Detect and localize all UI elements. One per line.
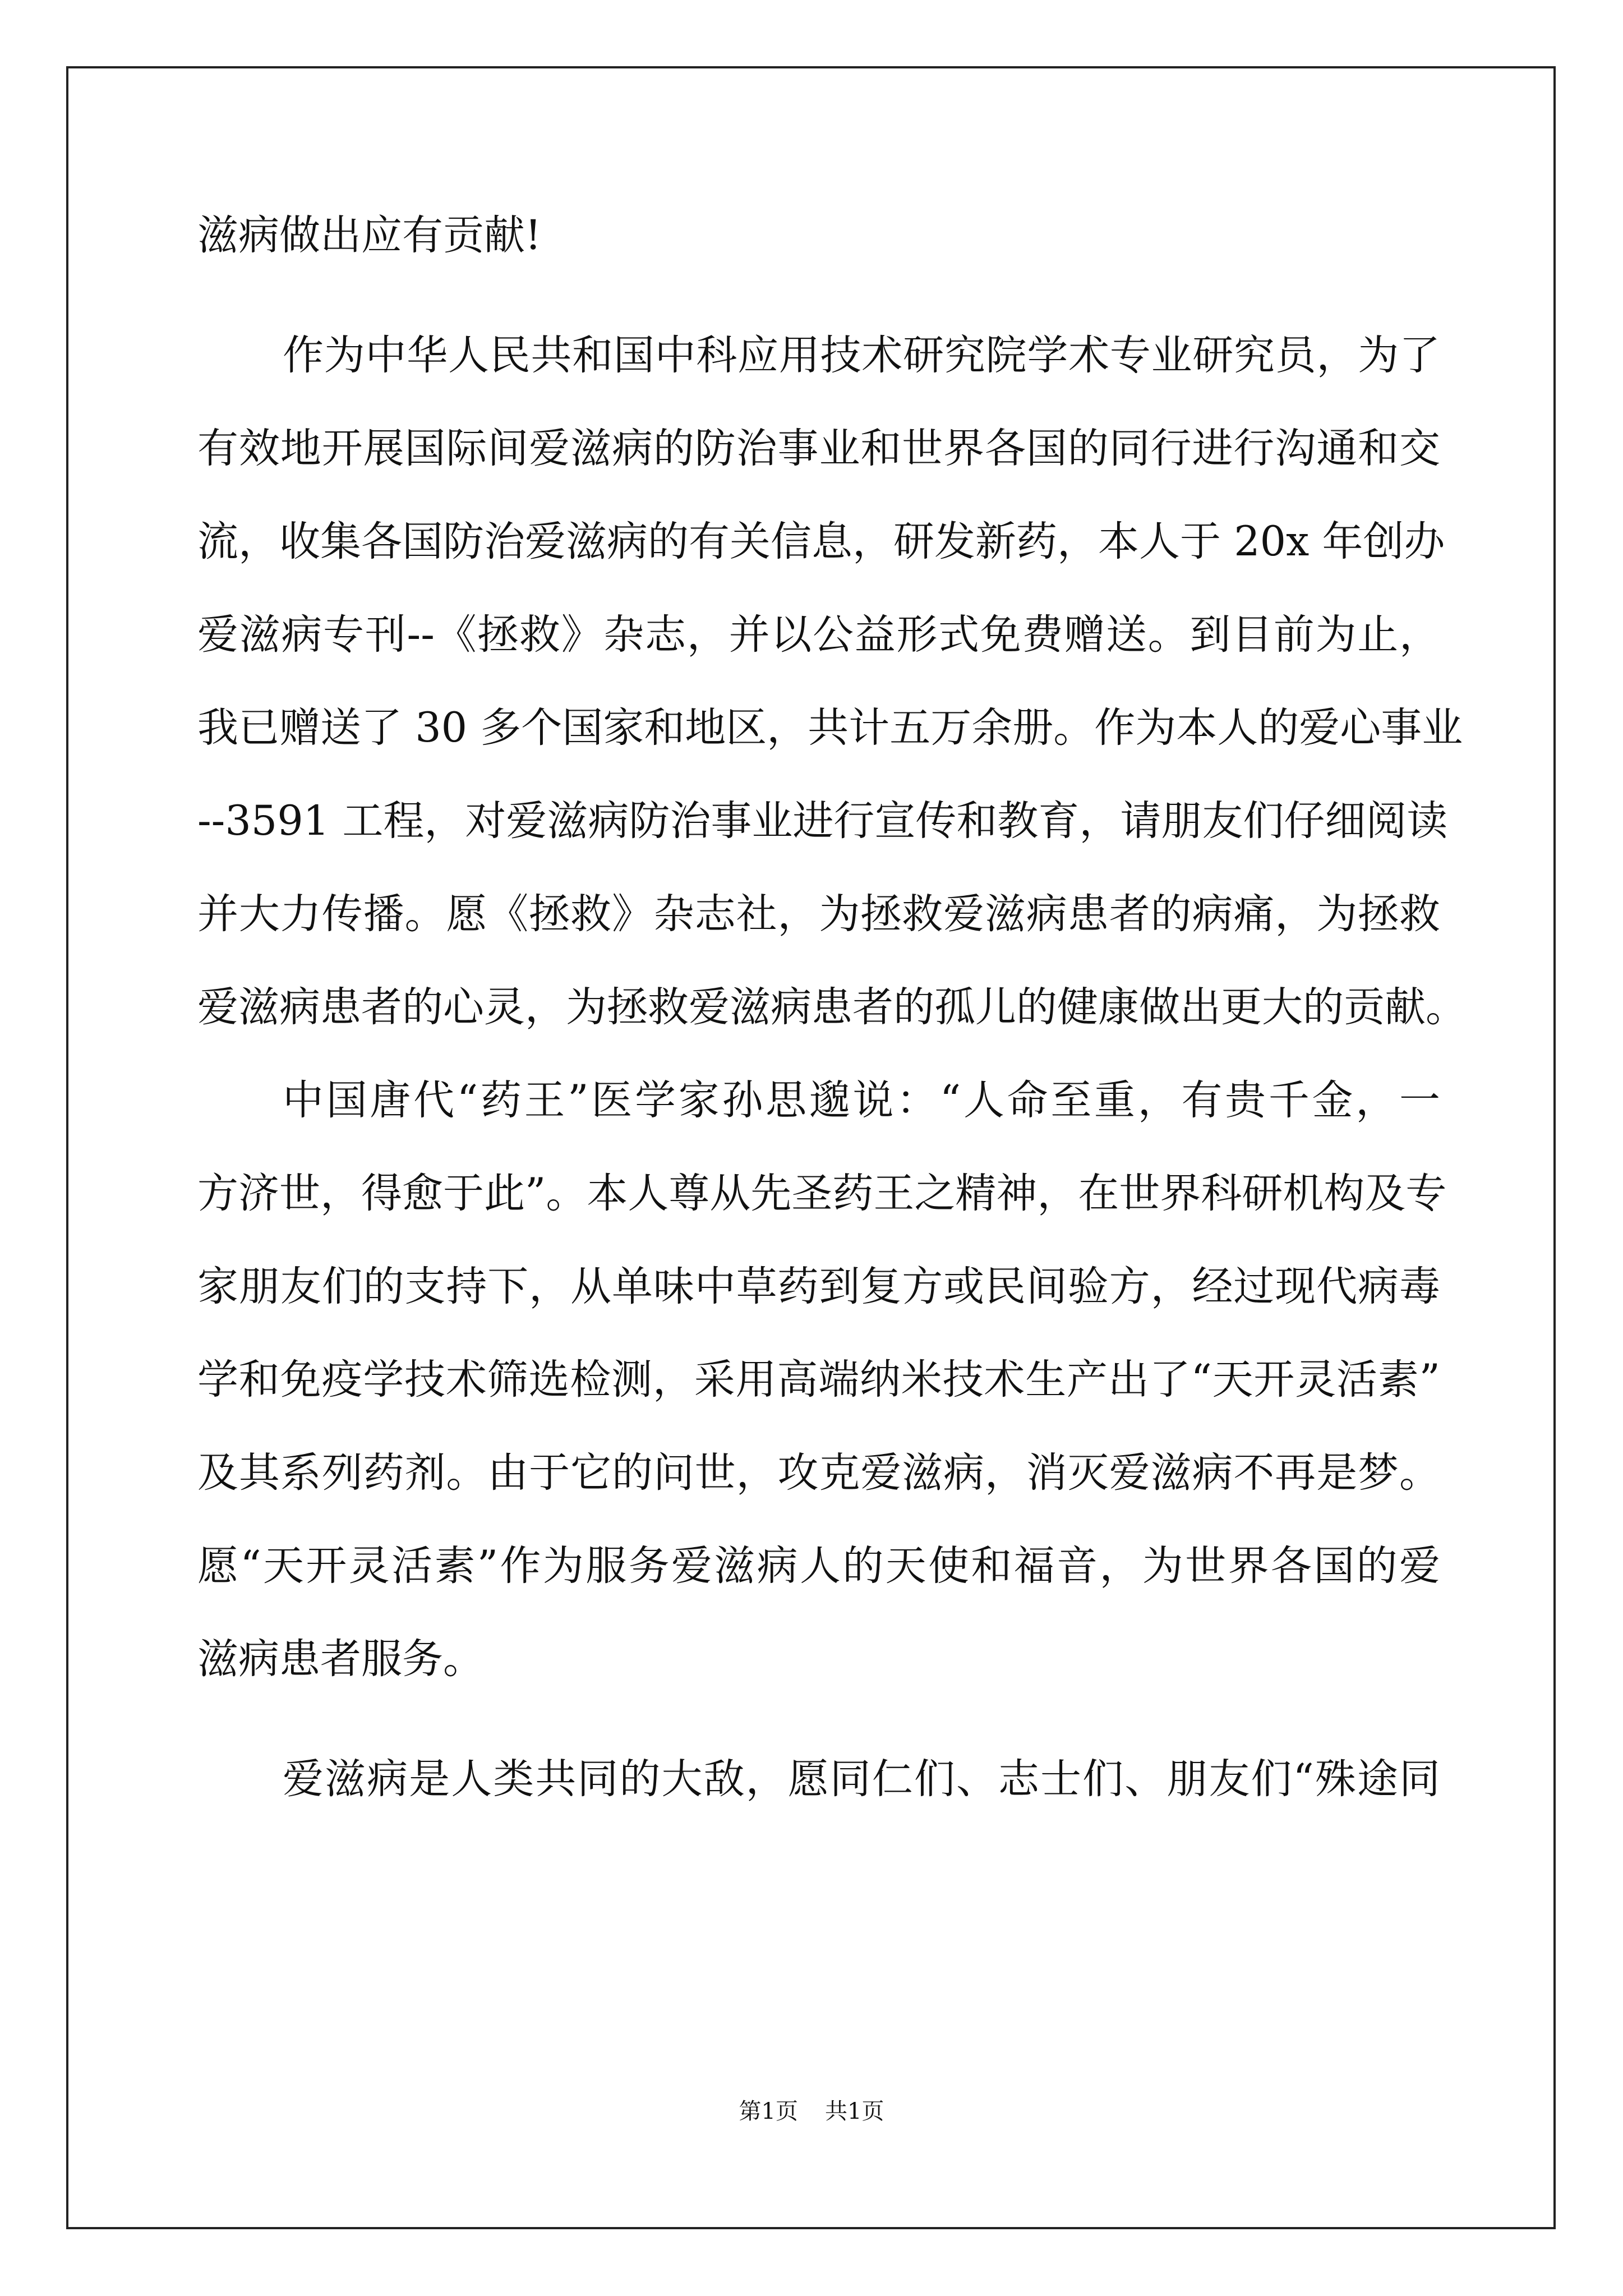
text-line: 爱滋病患者的心灵，为拯救爱滋病患者的孤儿的健康做出更大的贡献。 bbox=[197, 983, 1467, 1031]
text-line: --3591 工程，对爱滋病防治事业进行宣传和教育，请朋友们仔细阅读 bbox=[197, 797, 1448, 845]
text-line: 滋病做出应有贡献! bbox=[197, 211, 542, 259]
page-footer bbox=[0, 2095, 1623, 2128]
text-line: 学和免疫学技术筛选检测，采用高端纳米技术生产出了“天开灵活素” bbox=[197, 1356, 1440, 1404]
text-line: 滋病患者服务。 bbox=[197, 1635, 484, 1683]
page-border bbox=[66, 66, 1556, 2229]
page-number: 第1页 bbox=[739, 2099, 798, 2124]
text-line: 及其系列药剂。由于它的问世，攻克爱滋病，消灭爱滋病不再是梦。 bbox=[197, 1449, 1440, 1497]
text-line: 有效地开展国际间爱滋病的防治事业和世界各国的同行进行沟通和交 bbox=[197, 425, 1440, 472]
text-line: 我已赠送了 30 多个国家和地区，共计五万余册。作为本人的爱心事业 bbox=[197, 704, 1463, 752]
paragraph-first-line: 中国唐代“药王”医学家孙思邈说：“人命至重，有贵千金，一 bbox=[283, 1076, 1440, 1124]
text-line: 爱滋病专刊--《拯救》杂志，并以公益形式免费赠送。到目前为止， bbox=[197, 611, 1440, 659]
text-line: 流，收集各国防治爱滋病的有关信息，研发新药，本人于 20x 年创办 bbox=[197, 518, 1445, 565]
page-count: 共1页 bbox=[825, 2099, 884, 2124]
text-line: 方济世，得愈于此”。本人尊从先圣药王之精神，在世界科研机构及专 bbox=[197, 1170, 1447, 1217]
text-line: 并大力传播。愿《拯救》杂志社，为拯救爱滋病患者的病痛，为拯救 bbox=[197, 890, 1440, 938]
text-line: 愿“天开灵活素”作为服务爱滋病人的天使和福音，为世界各国的爱 bbox=[197, 1542, 1440, 1590]
paragraph-first-line: 爱滋病是人类共同的大敌，愿同仁们、志士们、朋友们“殊途同 bbox=[283, 1755, 1440, 1803]
paragraph-first-line: 作为中华人民共和国中科应用技术研究院学术专业研究员，为了 bbox=[283, 332, 1440, 379]
text-line: 家朋友们的支持下，从单味中草药到复方或民间验方，经过现代病毒 bbox=[197, 1263, 1440, 1310]
